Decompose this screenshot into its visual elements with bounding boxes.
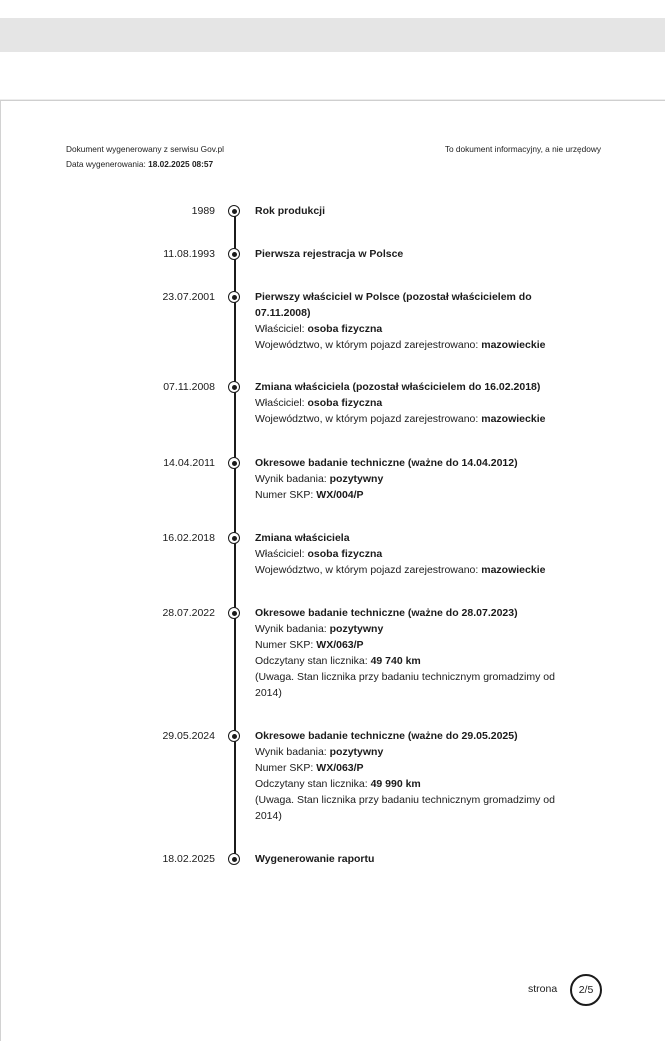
detail-label: Wynik badania: [255,623,327,635]
generation-date-label: Data wygenerowania: [66,158,146,169]
informational-notice: To dokument informacyjny, a nie urzędowy [444,144,601,154]
event-title: Okresowe badanie techniczne (ważne do 28.07.2023) [255,607,518,619]
generation-date-value: 18.02.2025 08:57 [148,158,214,169]
voivodeship-detail [255,562,575,578]
detail-label: Odczytany stan licznika: [255,655,368,667]
detail-label: Właściciel: [255,548,305,560]
timeline-dot-icon [228,291,240,303]
detail-value: osoba fizyczna [307,548,383,560]
detail-label: Właściciel: [255,323,305,335]
detail-label: Wynik badania: [255,473,327,485]
event-content [255,289,575,353]
generated-by-text: Dokument wygenerowany z serwisu Gov.pl [66,144,225,154]
timeline-dot-icon [228,532,240,544]
timeline-dot-icon [228,607,240,619]
event-content [255,728,575,824]
detail-value: mazowieckie [481,564,546,576]
odometer-note: (Uwaga. Stan licznika przy badaniu technicznym gromadzimy od 2014) [255,671,555,699]
detail-label: Właściciel: [255,397,305,409]
event-title: Wygenerowanie raportu [255,853,375,865]
detail-value: mazowieckie [481,413,546,425]
timeline-dot-icon [228,730,240,742]
detail-value: WX/063/P [316,639,364,651]
event-content [255,530,575,578]
detail-label: Województwo, w którym pojazd zarejestrowano: [255,413,479,425]
inspection-result-detail [255,621,575,637]
event-content [255,203,575,219]
owner-detail [255,321,575,337]
timeline-dot-icon [228,248,240,260]
event-date: 29.05.2024 [162,730,215,742]
event-date: 28.07.2022 [162,607,215,619]
odometer-detail [255,653,575,669]
inspection-result-detail [255,744,575,760]
detail-label: Numer SKP: [255,639,314,651]
timeline-dot-icon [228,853,240,865]
event-content [255,455,575,503]
voivodeship-detail [255,337,575,353]
odometer-note: (Uwaga. Stan licznika przy badaniu technicznym gromadzimy od 2014) [255,794,555,822]
detail-label: Numer SKP: [255,762,314,774]
timeline-dot-icon [228,457,240,469]
page-number-badge: 2/5 [570,974,602,1006]
event-date: 23.07.2001 [162,291,215,303]
event-date: 18.02.2025 [162,853,215,865]
detail-value: WX/004/P [316,489,364,501]
event-content [255,246,575,262]
event-title: Zmiana właściciela [255,532,350,544]
event-title: Zmiana właściciela (pozostał właścicielem do 16.02.2018) [255,381,541,393]
event-title: Rok produkcji [255,205,326,217]
owner-detail [255,395,575,411]
detail-value: 49 740 km [370,655,421,667]
detail-value: 49 990 km [370,778,421,790]
event-title: Okresowe badanie techniczne (ważne do 29.05.2025) [255,730,518,742]
detail-value: pozytywny [329,473,384,485]
owner-detail [255,546,575,562]
event-title: Pierwszy właściciel w Polsce (pozostał właścicielem do 07.11.2008) [255,291,532,319]
skp-number-detail [255,760,575,776]
detail-value: osoba fizyczna [307,397,383,409]
detail-value: mazowieckie [481,339,546,351]
event-date: 07.11.2008 [163,381,215,393]
event-title: Okresowe badanie techniczne (ważne do 14.04.2012) [255,457,518,469]
timeline-dot-icon [228,205,240,217]
detail-label: Województwo, w którym pojazd zarejestrowano: [255,339,479,351]
detail-label: Odczytany stan licznika: [255,778,368,790]
detail-value: pozytywny [329,623,384,635]
detail-value: osoba fizyczna [307,323,383,335]
skp-number-detail [255,487,575,503]
detail-value: WX/063/P [316,762,364,774]
page-label: strona [528,983,558,995]
timeline-dot-icon [228,381,240,393]
event-date: 11.08.1993 [163,248,215,260]
detail-label: Województwo, w którym pojazd zarejestrowano: [255,564,479,576]
inspection-result-detail [255,471,575,487]
detail-value: pozytywny [329,746,384,758]
skp-number-detail [255,637,575,653]
event-date: 14.04.2011 [163,457,215,469]
event-date: 16.02.2018 [162,532,215,544]
odometer-detail [255,776,575,792]
detail-label: Wynik badania: [255,746,327,758]
event-date: 1989 [191,205,215,217]
voivodeship-detail [255,411,575,427]
event-content [255,379,575,427]
event-content [255,851,575,867]
detail-label: Numer SKP: [255,489,314,501]
event-content [255,605,575,701]
event-title: Pierwsza rejestracja w Polsce [255,248,404,260]
